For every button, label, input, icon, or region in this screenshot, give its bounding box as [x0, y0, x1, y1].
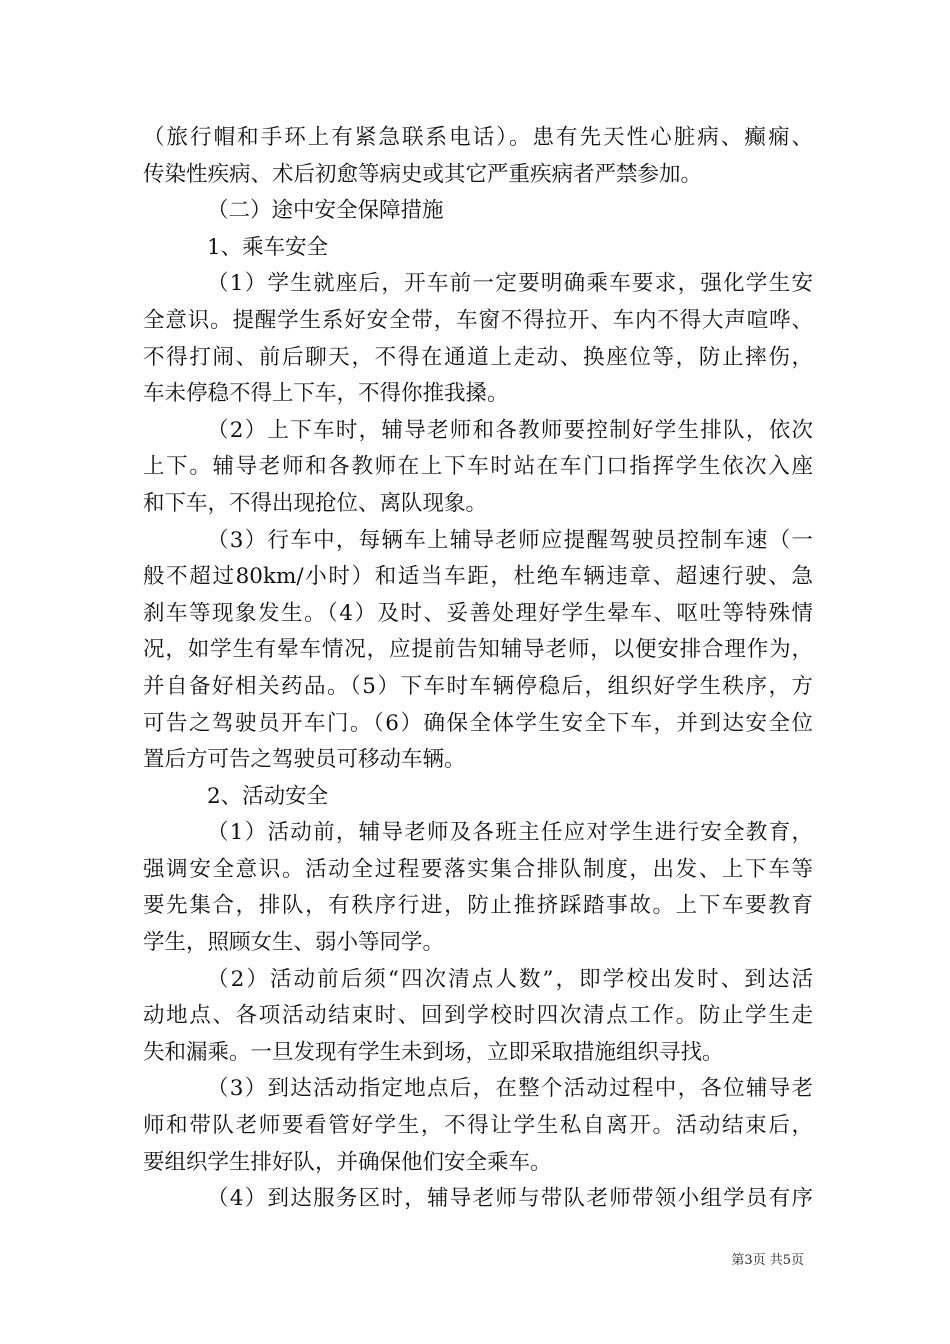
text-line: 强调安全意识。活动全过程要落实集合排队制度，出发、上下车等 [143, 856, 813, 882]
document-body [143, 120, 813, 1218]
text-line: 上下。辅导老师和各教师在上下车时站在车门口指挥学生依次入座 [143, 454, 813, 480]
text-line: 并自备好相关药品。（5）下车时车辆停稳后，组织好学生秩序，方 [143, 673, 813, 699]
subsection-heading: 1、乘车安全 [207, 234, 329, 260]
subsection-heading: 2、活动安全 [207, 783, 329, 809]
text-line: 不得打闹、前后聊天，不得在通道上走动、换座位等，防止摔伤， [143, 344, 813, 370]
text-line: 和下车，不得出现抢位、离队现象。 [143, 490, 488, 516]
section-heading: （二）途中安全保障措施 [207, 198, 444, 224]
text-line: 师和带队老师要看管好学生，不得让学生私自离开。活动结束后， [143, 1113, 813, 1139]
text-line: 车未停稳不得上下车，不得你推我搡。 [143, 381, 509, 407]
text-line: （2）活动前后须“四次清点人数”，即学校出发时、到达活 [207, 966, 813, 992]
text-line: 刹车等现象发生。（4）及时、妥善处理好学生晕车、呕吐等特殊情 [143, 600, 813, 626]
text-line: 置后方可告之驾驶员可移动车辆。 [143, 747, 466, 773]
text-line: 传染性疾病、术后初愈等病史或其它严重疾病者严禁参加。 [143, 161, 703, 187]
text-line: 动地点、各项活动结束时、回到学校时四次清点工作。防止学生走 [143, 1003, 813, 1029]
text-line: 全意识。提醒学生系好安全带，车窗不得拉开、车内不得大声喧哗、 [143, 307, 813, 333]
text-line: （1）学生就座后，开车前一定要明确乘车要求，强化学生安 [207, 271, 813, 297]
text-line: （旅行帽和手环上有紧急联系电话）。患有先天性心脏病、癫痫、 [143, 125, 813, 150]
text-line: 失和漏乘。一旦发现有学生未到场，立即采取措施组织寻找。 [143, 1039, 724, 1065]
text-line: （2）上下车时，辅导老师和各教师要控制好学生排队，依次 [207, 417, 813, 443]
text-line: （4）到达服务区时，辅导老师与带队老师带领小组学员有序 [207, 1186, 813, 1212]
text-line: 可告之驾驶员开车门。（6）确保全体学生安全下车，并到达安全位 [143, 710, 813, 736]
text-line: 要先集合，排队，有秩序行进，防止推挤踩踏事故。上下车要教育 [143, 893, 813, 919]
text-line: 般不超过80km/小时）和适当车距，杜绝车辆违章、超速行驶、急 [143, 564, 813, 590]
text-line: （3）到达活动指定地点后，在整个活动过程中，各位辅导老 [207, 1076, 813, 1102]
text-line: 况，如学生有晕车情况，应提前告知辅导老师，以便安排合理作为， [143, 637, 813, 663]
page-number: 第3页 共5页 [731, 1253, 804, 1268]
text-line: （1）活动前，辅导老师及各班主任应对学生进行安全教育， [207, 820, 813, 846]
text-line: 学生，照顾女生、弱小等同学。 [143, 930, 445, 956]
text-line: 要组织学生排好队，并确保他们安全乘车。 [143, 1149, 552, 1175]
text-line: （3）行车中，每辆车上辅导老师应提醒驾驶员控制车速（一 [207, 527, 813, 553]
